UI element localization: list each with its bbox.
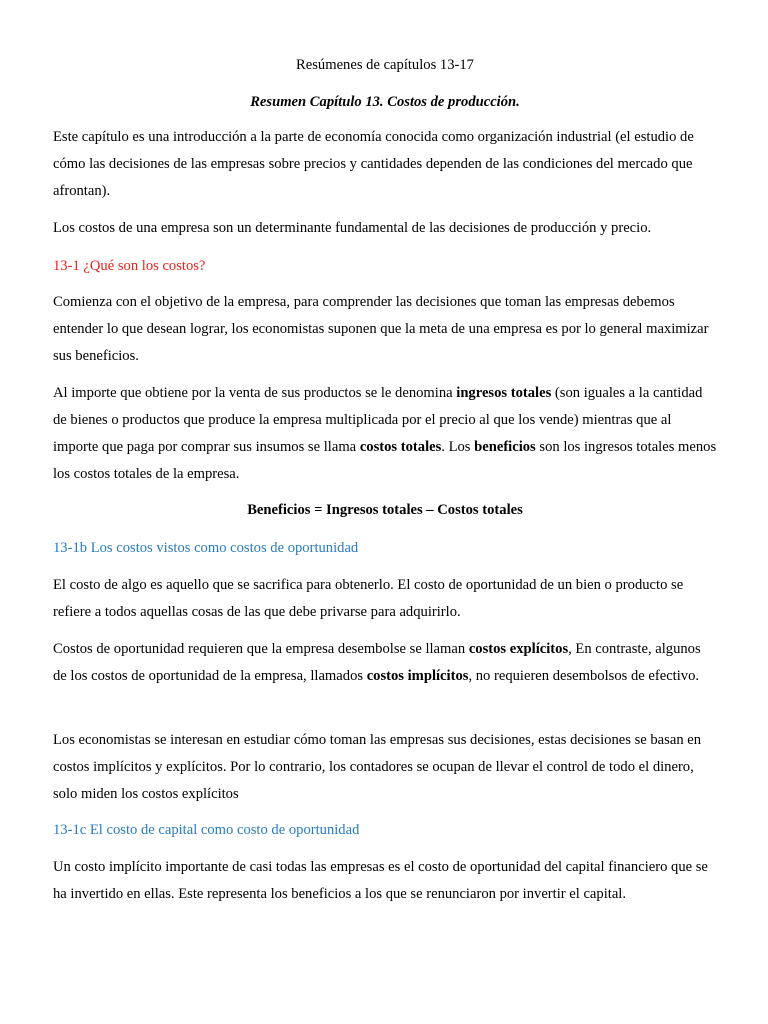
text-segment: . Los xyxy=(441,439,475,455)
paragraph-objective: Comienza con el objetivo de la empresa, para comprender las decisiones que toman las empresas debemos entender lo que desean lograr, los economistas suponen que la meta de una empresa es por lo general maximizar sus beneficios. xyxy=(53,294,709,364)
section-heading-13-1c: 13-1c El costo de capital como costo de oportunidad xyxy=(53,822,360,838)
text-segment: Costos de oportunidad requieren que la empresa desembolse se llaman xyxy=(53,641,469,657)
bold-term-ingresos-totales: ingresos totales xyxy=(456,385,552,401)
paragraph-capital-cost: Un costo implícito importante de casi todas las empresas es el costo de oportunidad del capital financiero que se ha invertido en ellas. Este representa los beneficios a los que se renunciaron por invertir el capital. xyxy=(53,859,708,902)
text-segment: (son iguales a la cantidad de bienes o productos que produce la empresa multiplicada por el precio al que los vende) mientras que al importe que paga por comprar sus insumos se llama xyxy=(53,385,703,455)
paragraph-economists-accountants: Los economistas se interesan en estudiar cómo toman las empresas sus decisiones, estas decisiones se basan en costos implícitos y explícitos. Por lo contrario, los contadores se ocupan de llevar el control de todo el dinero, solo miden los costos explícitos xyxy=(53,732,702,802)
bold-term-costos-totales: costos totales xyxy=(359,439,442,455)
bold-term-costos-explicitos: costos explícitos xyxy=(468,641,569,657)
profit-formula: Beneficios = Ingresos totales – Costos totales xyxy=(247,502,523,518)
paragraph-total-revenue xyxy=(53,380,717,488)
text-segment: , no requieren desembolsos de efectivo. xyxy=(468,668,700,684)
paragraph-opportunity-cost: El costo de algo es aquello que se sacrifica para obtenerlo. El costo de oportunidad de un bien o producto se refiere a todos aquellas cosas de las que debe privarse para adquirirlo. xyxy=(53,577,684,620)
bold-term-beneficios: beneficios xyxy=(474,439,536,455)
paragraph-costs-determinant: Los costos de una empresa son un determinante fundamental de las decisiones de producción y precio. xyxy=(53,220,652,236)
text-segment: son los ingresos totales menos los costos totales de la empresa. xyxy=(53,439,717,482)
text-segment: , En contraste, algunos de los costos de oportunidad de la empresa, llamados xyxy=(53,641,701,684)
document-title: Resúmenes de capítulos 13-17 xyxy=(296,57,474,73)
text-segment: Al importe que obtiene por la venta de sus productos se le denomina xyxy=(53,385,457,401)
section-heading-13-1b: 13-1b Los costos vistos como costos de oportunidad xyxy=(53,540,359,556)
bold-term-costos-implicitos: costos implícitos xyxy=(366,668,469,684)
section-heading-13-1: 13-1 ¿Qué son los costos? xyxy=(53,258,206,274)
chapter-title: Resumen Capítulo 13. Costos de producción. xyxy=(250,94,520,110)
paragraph-explicit-implicit xyxy=(53,636,717,690)
paragraph-intro: Este capítulo es una introducción a la parte de economía conocida como organización industrial (el estudio de cómo las decisiones de las empresas sobre precios y cantidades dependen de las condiciones del mercado que afrontan). xyxy=(53,129,694,199)
